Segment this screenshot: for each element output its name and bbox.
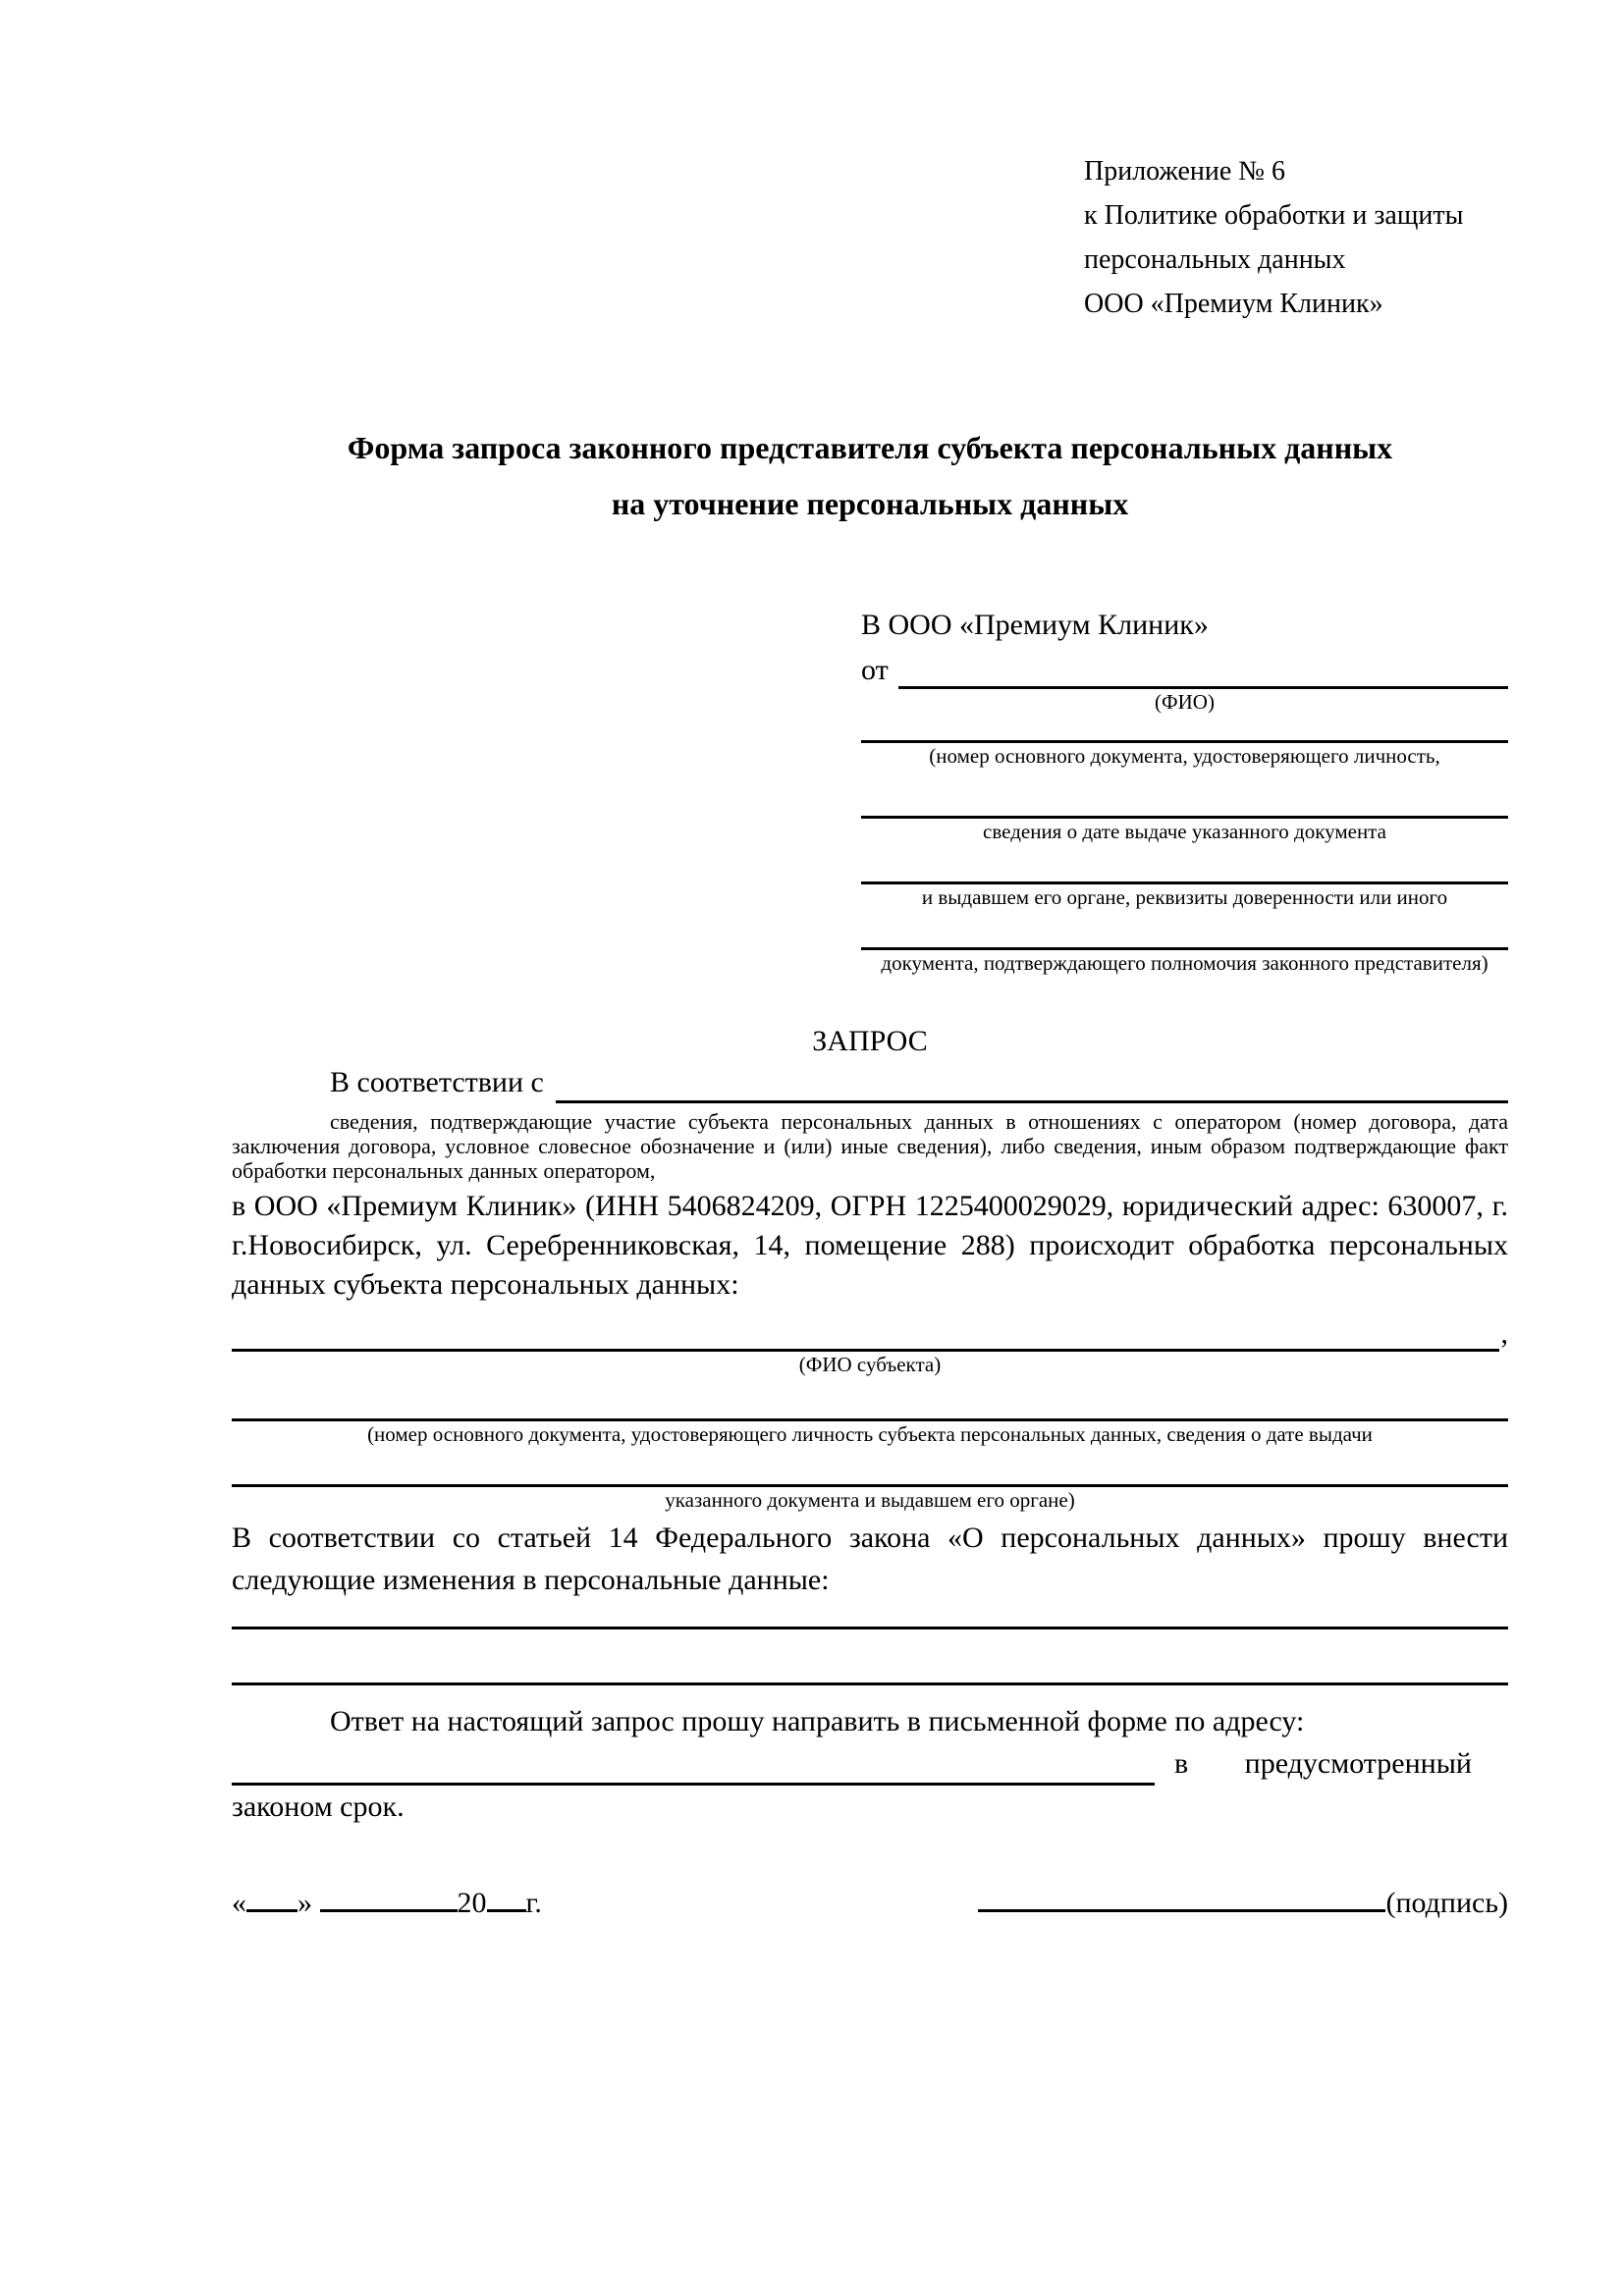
blank-changes-line1 <box>232 1627 1508 1629</box>
blank-day-line <box>246 1909 298 1912</box>
subject-fio-row <box>232 1316 1508 1352</box>
law-paragraph: В соответствии со статьей 14 Федерального закона «О персональных данных» прошу внести следующие изменения в персональные данные: <box>232 1522 1508 1596</box>
year-suffix: г. <box>525 1887 542 1919</box>
answer-inline-text: в предусмотренный <box>1174 1747 1472 1780</box>
addressee-block <box>861 607 1508 976</box>
appendix-company: ООО «Премиум Клиник» <box>1084 289 1383 319</box>
caption-doc-number: (номер основного документа, удостоверяющего личность, <box>929 744 1440 768</box>
from-label: от <box>861 654 889 686</box>
caption-doc-authority: и выдавшем его органе, реквизиты доверенности или иного <box>921 885 1448 909</box>
close-quote: » <box>298 1887 312 1919</box>
accordance-note: сведения, подтверждающие участие субъекта персональных данных в отношениях с оператором (номер договора, дата заключения договора, условное словесное обозначение и (или) иные сведения), либо сведения, иным образом подтверждающие факт обработки персональных данных оператором, <box>232 1109 1508 1183</box>
caption-fio: (ФИО) <box>1155 690 1215 714</box>
accordance-label: В соответствии с <box>330 1066 544 1098</box>
appendix-number: Приложение № 6 <box>1084 156 1285 187</box>
open-quote: « <box>232 1887 246 1919</box>
appendix-header <box>1084 149 1508 326</box>
trailing-comma: , <box>1500 1317 1508 1350</box>
form-title-line2: на уточнение персональных данных <box>611 486 1129 521</box>
blank-year-line <box>487 1909 526 1912</box>
form-title <box>232 420 1508 532</box>
blank-changes-line2 <box>232 1682 1508 1685</box>
caption-subject-doc1: (номер основного документа, удостоверяющего личность субъекта персональных данных, сведения о дате выдачи <box>367 1422 1373 1446</box>
addressee-company: В ООО «Премиум Клиник» <box>861 609 1209 641</box>
footer-row <box>232 1884 1508 1923</box>
caption-subject-fio: (ФИО субъекта) <box>798 1353 942 1376</box>
operator-paragraph: в ООО «Премиум Клиник» (ИНН 5406824209, ОГРН 1225400029029, юридический адрес: 630007, г. г.Новосибирск, ул. Серебренниковская, 14, помещение 288) происходит обработка персональных данных субъекта персональных данных: <box>232 1190 1508 1301</box>
caption-subject-doc2: указанного документа и выдавшем его органе) <box>665 1488 1075 1512</box>
year-prefix: 20 <box>457 1887 487 1919</box>
appendix-policy-line1: к Политике обработки и защиты <box>1084 200 1464 231</box>
caption-signature: (подпись) <box>1385 1887 1508 1919</box>
appendix-policy-line2: персональных данных <box>1084 244 1346 275</box>
signature-field <box>978 1884 1508 1923</box>
answer-address-row <box>232 1742 1508 1786</box>
blank-month-line <box>320 1909 458 1912</box>
answer-paragraph-end: законом срок. <box>232 1790 405 1823</box>
blank-signature-line <box>978 1909 1385 1912</box>
answer-paragraph-line1: Ответ на настоящий запрос прошу направить в письменной форме по адресу: <box>330 1705 1305 1737</box>
blank-accordance-line <box>556 1100 1508 1103</box>
accordance-row <box>232 1062 1508 1103</box>
from-row <box>861 652 1508 689</box>
form-title-line1: Форма запроса законного представителя субъекта персональных данных <box>347 430 1393 465</box>
request-heading: ЗАПРОС <box>812 1025 928 1057</box>
caption-power-doc: документа, подтверждающего полномочия законного представителя) <box>881 951 1489 975</box>
caption-doc-issue-date: сведения о дате выдаче указанного документа <box>983 820 1386 843</box>
date-field <box>232 1884 542 1923</box>
